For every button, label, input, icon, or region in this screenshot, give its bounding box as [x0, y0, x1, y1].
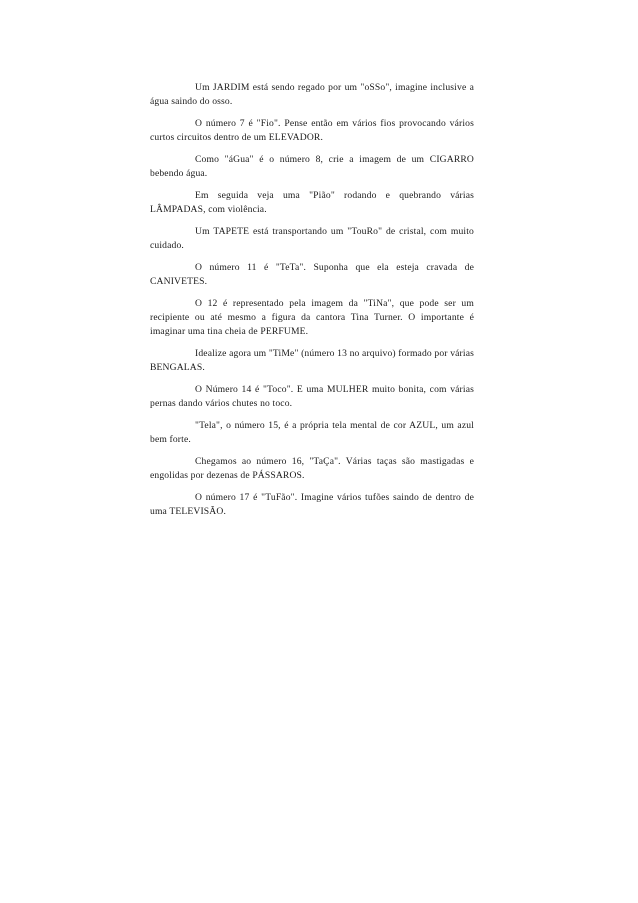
paragraph-touro: Um TAPETE está transportando um "TouRo" de cristal, com muito cuidado. — [150, 226, 474, 251]
paragraph-tela: "Tela", o número 15, é a própria tela mental de cor AZUL, um azul bem forte. — [150, 420, 474, 445]
paragraph-fio: O número 7 é "Fio". Pense então em vários fios provocando vários curtos circuitos dentro de um ELEVADOR. — [150, 118, 474, 143]
paragraph-taca: Chegamos ao número 16, "TaÇa". Várias taças são mastigadas e engolidas por dezenas de PÁSSAROS. — [150, 456, 474, 481]
document-page — [150, 81, 474, 527]
paragraph-time: Idealize agora um "TiMe" (número 13 no arquivo) formado por várias BENGALAS. — [150, 348, 474, 373]
paragraph-agua: Como "áGua" é o número 8, crie a imagem de um CIGARRO bebendo água. — [150, 154, 474, 179]
paragraph-jardim: Um JARDIM está sendo regado por um "oSSo", imagine inclusive a água saindo do osso. — [150, 82, 474, 107]
paragraph-teta: O número 11 é "TeTa". Suponha que ela esteja cravada de CANIVETES. — [150, 262, 474, 287]
paragraph-tufao: O número 17 é "TuFão". Imagine vários tufões saindo de dentro de uma TELEVISÃO. — [150, 492, 474, 517]
paragraph-piao: Em seguida veja uma "Pião" rodando e quebrando várias LÂMPADAS, com violência. — [150, 190, 474, 215]
paragraph-toco: O Número 14 é "Toco". E uma MULHER muito bonita, com várias pernas dando vários chutes no toco. — [150, 384, 474, 409]
paragraph-tina: O 12 é representado pela imagem da "TiNa", que pode ser um recipiente ou até mesmo a figura da cantora Tina Turner. O importante é imaginar uma tina cheia de PERFUME. — [150, 298, 474, 337]
